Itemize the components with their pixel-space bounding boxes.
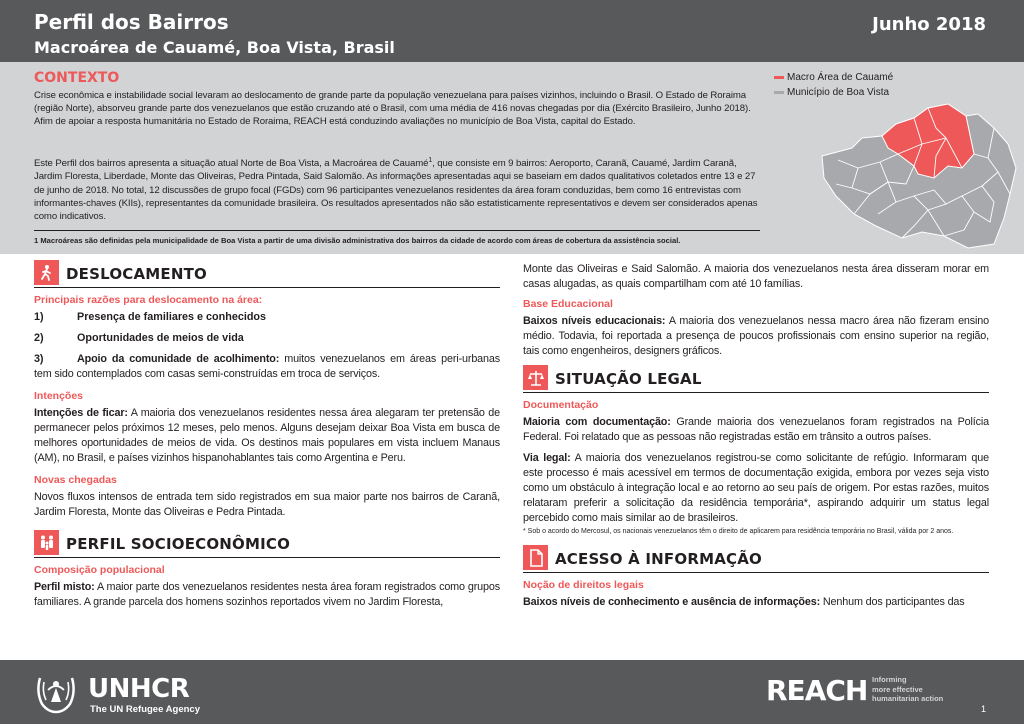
unhcr-logo-icon: [34, 670, 78, 714]
legal-rights-lead: Baixos níveis de conhecimento e ausência de informações:: [523, 596, 821, 608]
legend-item-cauame: [774, 70, 893, 85]
documentation-lead: Maioria com documentação:: [523, 416, 671, 428]
section-title: PERFIL SOCIOECONÔMICO: [66, 535, 291, 553]
section-header-acesso: [523, 543, 989, 573]
list-item-title: Apoio da comunidade de acolhimento:: [77, 353, 280, 365]
scales-icon: [523, 365, 548, 390]
legend-swatch-red: [774, 76, 784, 79]
legend-swatch-grey: [774, 91, 784, 94]
documentation-paragraph: [523, 415, 989, 445]
page-subtitle: Macroárea de Cauamé, Boa Vista, Brasil: [34, 38, 395, 57]
page-number: 1: [980, 704, 986, 714]
subheading-education: Base Educacional: [523, 298, 613, 310]
list-item: [34, 331, 500, 346]
subheading-legal-rights: Noção de direitos legais: [523, 579, 644, 591]
mixed-profile-paragraph: [34, 580, 500, 610]
new-arrivals-paragraph: Novos fluxos intensos de entrada tem sido registrados em sua maior parte nos bairros de Caranã, Jardim Floresta, Monte das Oliveiras e Pedra Pintada.: [34, 491, 500, 518]
list-item: [34, 352, 500, 382]
legend-label: Macro Área de Cauamé: [787, 72, 894, 83]
document-icon: [523, 545, 548, 570]
list-number: 2): [34, 332, 44, 344]
unhcr-name: UNHCR: [88, 674, 190, 704]
legal-rights-paragraph: [523, 595, 989, 610]
education-paragraph: [523, 314, 989, 359]
report-date: Junho 2018: [872, 14, 986, 35]
mercosul-note: * Sob o acordo do Mercosul, os nacionais venezuelanos têm o direito de aplicarem para residência temporária no Brasil, válida por 2 anos.: [523, 528, 954, 535]
section-header-legal: [523, 363, 989, 393]
walking-person-icon: [34, 260, 59, 285]
list-number: 3): [34, 353, 44, 365]
subheading-new-arrivals: Novas chegadas: [34, 474, 117, 486]
page-header: [0, 0, 1024, 62]
intentions-text: A maioria dos venezuelanos residentes nessa área alegaram ter pretensão de permanecer pelos próximos 12 meses, pelo menos. Alguns desejam deixar Boa Vista em busca de melhores oportunidades de meios de vida. Os destinos mais populares em vista incluem Manaus (AM), no Brasil, e países vizinhos hispanohablantes tais como Argentina e Peru.: [34, 407, 500, 464]
legal-route-text: A maioria dos venezuelanos registrou-se como solicitante de refúgio. Informaram que este processo é mais acessível em termos de documentação exigida, embora por vezes seja visto como um obstáculo à integração local e ao retorno ao seu país de origem. Por estas razões, muitos relataram preferir a solicitação da residência temporária*, aspirando adquirir um status legal percebido como mais similar ao de brasileiros.: [523, 452, 989, 524]
subheading-documentation: Documentação: [523, 399, 599, 411]
list-item-title: Oportunidades de meios de vida: [77, 332, 244, 344]
context-paragraph-2-b: , que consiste em 9 bairros: Aeroporto, Caranã, Cauamé, Jardim Caranã, Jardim Floresta, Liberdade, Monte das Oliveiras, Pedra Pintada, Said Salomão. As informações apresentadas aqui se baseiam em dados qualitativos coletados entre 13 e 27 de junho de 2018. No total, 12 discussões de grupo focal (FGDs) com 96 participantes venezuelanos residentes da área foram conduzidas, bem como 16 entrevistas com informantes-chaves (KIIs), representantes da comunidade brasileira. Os resultados apresentados não são estatisticamente representativos e devem ser considerados apenas como indicativos.: [34, 158, 758, 222]
reach-logo: REACH: [766, 674, 868, 707]
legal-route-paragraph: [523, 451, 989, 526]
documentation-text: Grande maioria dos venezuelanos foram registrados na Polícia Federal. Foi relatado que as pessoas não registradas estão em trânsito a outros países.: [523, 416, 989, 443]
page-footer: [0, 660, 1024, 724]
page-title: Perfil dos Bairros: [34, 10, 229, 34]
list-item: [34, 310, 500, 325]
neighbourhood-map: [818, 98, 1018, 250]
legal-route-lead: Via legal:: [523, 452, 571, 464]
unhcr-tagline: The UN Refugee Agency: [90, 704, 200, 715]
section-title: ACESSO À INFORMAÇÃO: [555, 550, 762, 568]
footnote-divider: [34, 230, 760, 231]
context-title: CONTEXTO: [34, 70, 120, 86]
section-title: DESLOCAMENTO: [66, 265, 208, 283]
subheading-intentions: Intenções: [34, 390, 84, 402]
context-paragraph-1: Crise econômica e instabilidade social levaram ao deslocamento de grande parte da população venezuelana para países vizinhos, incluindo o Brasil. O Estado de Roraima (região Norte), absorveu grande parte dos venezuelanos que estão cruzando até o Brasil, com uma média de 416 novas chegadas por dia (Exército Brasileiro, Junho 2018). Afim de apoiar a resposta humanitária no Estado de Roraima, REACH está conduzindo avaliações no município de Boa Vista, capital do Estado.: [34, 90, 751, 128]
mixed-profile-text: A maior parte dos venezuelanos residentes nesta área foram registrados como grupos familiares. A grande parcela dos homens sozinhos reportados vivem no Jardim Floresta,: [34, 581, 500, 608]
intentions-paragraph: [34, 406, 500, 466]
reach-tagline: [872, 675, 943, 704]
context-paragraph-2-a: Este Perfil dos bairros apresenta a situação atual Norte de Boa Vista, a Macroárea de Cauamé: [34, 158, 429, 170]
reach-tagline-line: more effective: [872, 684, 923, 694]
mixed-profile-lead: Perfil misto:: [34, 581, 95, 593]
left-column: [34, 256, 500, 610]
context-footnote: 1 Macroáreas são definidas pela municipalidade de Boa Vista a partir de uma divisão administrativa dos bairros da cidade de acordo com áreas de cobertura da assistência social.: [34, 236, 681, 245]
reach-tagline-line: Informing: [872, 675, 907, 684]
map-legend: [774, 70, 893, 100]
list-item-title: Presença de familiares e conhecidos: [77, 311, 267, 323]
education-text: A maioria dos venezuelanos nessa macro área não fizeram ensino médio. Todavia, foi reportada a presença de poucos profissionais com ensino superior na região, tais como engenheiros, designers gráficos.: [523, 315, 989, 357]
subheading-population: Composição populacional: [34, 564, 165, 576]
context-panel: [0, 62, 1024, 254]
mixed-profile-continued: Monte das Oliveiras e Said Salomão. A maioria dos venezuelanos nesta área disseram morar em casas alugadas, as quais compartilham com até 10 famílias.: [523, 263, 989, 290]
list-item-text: muitos venezuelanos em áreas peri-urbanas tem sido contemplados com casas semi-construídas em troca de serviços.: [34, 353, 500, 380]
section-header-deslocamento: [34, 258, 500, 288]
list-number: 1): [34, 311, 44, 323]
section-title: SITUAÇÃO LEGAL: [555, 370, 702, 388]
right-column: [523, 262, 989, 610]
legal-rights-text: Nenhum dos participantes das: [820, 596, 965, 608]
section-header-perfil: [34, 528, 500, 558]
legend-label: Município de Boa Vista: [787, 87, 890, 98]
subheading-reasons: Principais razões para deslocamento na área:: [34, 294, 263, 306]
reach-tagline-line: humanitarian action: [872, 694, 944, 703]
context-paragraph-2: [34, 154, 760, 223]
intentions-lead: Intenções de ficar:: [34, 407, 128, 419]
family-icon: [34, 530, 59, 555]
footnote-marker: 1: [428, 157, 433, 164]
education-lead: Baixos níveis educacionais:: [523, 315, 666, 327]
